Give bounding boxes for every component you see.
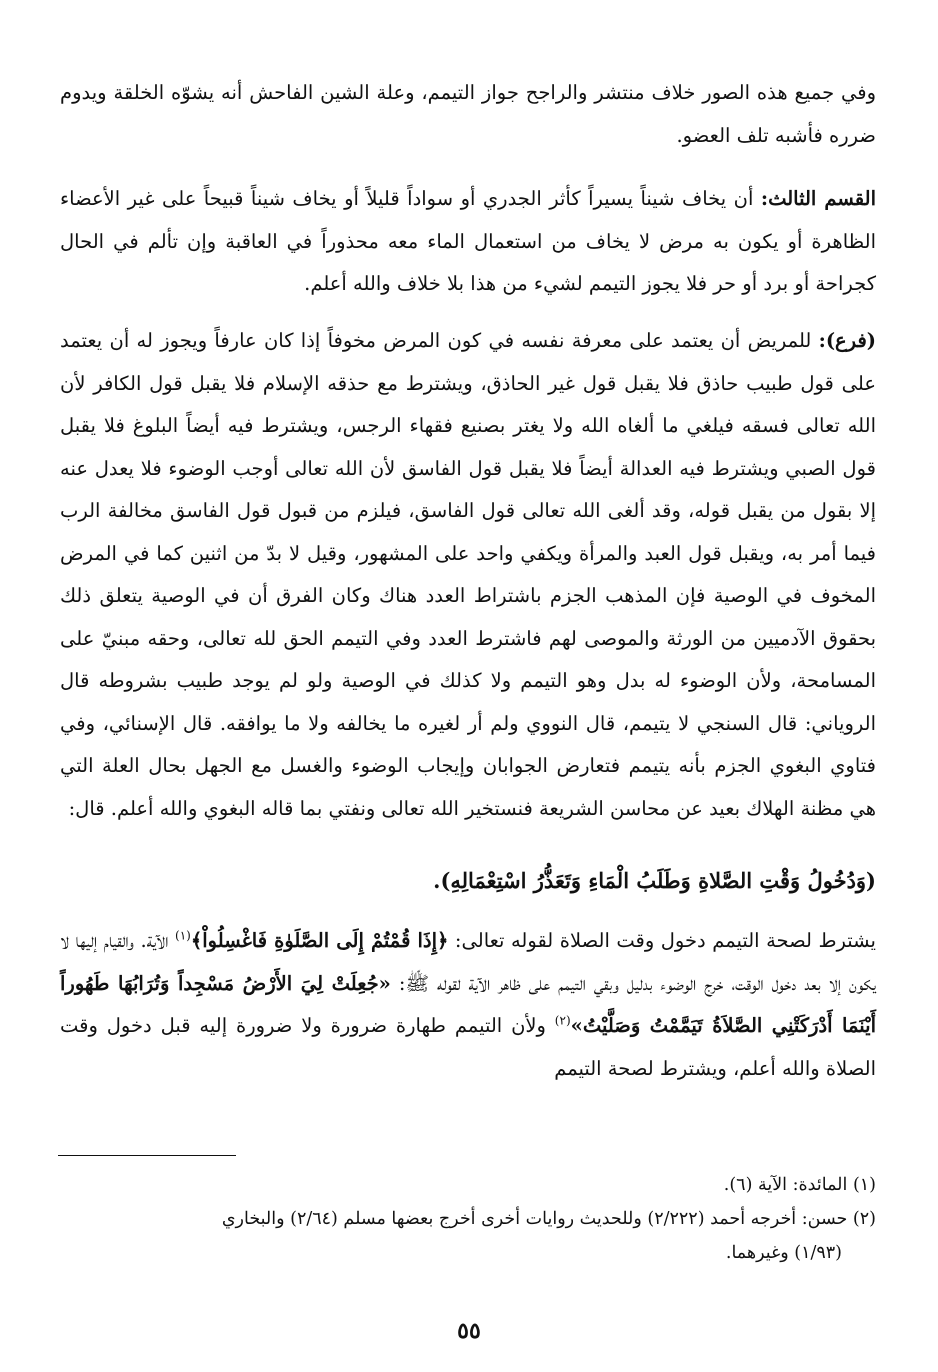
page-number: ٥٥: [457, 1318, 481, 1344]
hadith-quote: «جُعِلَتْ لِيَ الأَرْضُ مَسْجِداً وَتُرَابُهَا طَهُوراً أَيْنَمَا أَدْرَكَتْنِي الصَّلاَةُ تَيَمَّمْتُ وَصَلَّيْتُ»: [60, 971, 876, 1037]
footnote-2: (٢) حسن: أخرجه أحمد (٢/٢٢٢) وللحديث روايات أخرى أخرج بعضها مسلم (٢/٦٤) والبخاري: [221, 1209, 876, 1229]
paragraph-5-part-a: يشترط لصحة التيمم دخول وقت الصلاة لقوله تعالى:: [448, 929, 876, 952]
footnote-separator: [58, 1155, 236, 1156]
paragraph-1-text: وفي جميع هذه الصور خلاف منتشر والراجح جواز التيمم، وعلة الشين الفاحش أنه يشوّه الخلقة ويدوم ضرره فأشبه تلف العضو.: [60, 81, 876, 147]
paragraph-3-text: للمريض أن يعتمد على معرفة نفسه في كون المرض مخوفاً إذا كان عارفاً ويجوز له أن يعتمد على قول طبيب حاذق فلا يقبل قول غير الحاذق، ويشترط مع حذقه الإسلام فلا يقبل قول الكافر لأن الله تعالى فسقه فيلغي ما ألغاه الله ولا يغتر بصنيع فقهاء الرجس، ويشترط فيه أيضاً البلوغ فلا يقبل قول الصبي ويشترط فيه العدالة أيضاً فلا يقبل قول الفاسق لأن الله تعالى أوجب الوضوء فلا يعدل عنه إلا بقول من يقبل قوله، وقد ألغى الله تعالى قول الفاسق، فيلزم من قبول قول الفاسق مخالفة الرب فيما أمر به، ويقبل قول العبد والمرأة ويكفي واحد على المشهور، وقيل لا بدّ من اثنين كما في المرض المخوف في الوصية فإن المذهب الجزم باشتراط العدد هناك وكان الفرق أن في الوصية يتعلق ذلك بحقوق الآدميين من الورثة والموصى لهم فاشترط العدد وفي التيمم الحق لله تعالى، وحقه مبنيّ على المسامحة، ولأن الوضوء له بدل وهو التيمم ولا كذلك في الوصية ولو لم يوجد طبيب بشروطه قال الروياني: قال السنجي لا يتيمم، قال النووي ولم أر لغيره ما يخالفه ولا ما يوافقه. قال الإسنائي، وفي فتاوي البغوي الجزم بأنه يتيمم فتعارض الجوابان وإيجاب الوضوء والغسل مع الجهل بحال العلة التي هي مظنة الهلاك بعيد عن محاسن الشريعة فنستخير الله تعالى ونفتي بما قاله البغوي والله أعلم. قال:: [60, 329, 876, 820]
quran-verse: ﴿إِذَا قُمْتُمْ إِلَى الصَّلَوٰةِ فَاغْسِلُواْ﴾: [190, 929, 449, 952]
paragraph-1: [60, 72, 876, 157]
paragraph-5-part-b: الآية. والقيام إليها لا يكون إلا بعد دخول الوقت، خرج الوضوء بدليل وبقي التيمم على ظاهر الآية لقوله ﷺ:: [60, 929, 876, 995]
footnote-ref-2[interactable]: (٢): [554, 1013, 571, 1028]
paragraph-3: [60, 320, 876, 830]
matn-text: (وَدُخُولُ وَقْتِ الصَّلاةِ وَطَلَبُ الْمَاءِ وَتَعَذُّرُ اسْتِعْمَالِهِ).: [433, 868, 876, 893]
paragraph-5: [60, 920, 876, 1090]
paragraph-2: [60, 178, 876, 306]
footnote-2-continuation: (١/٩٣) وغيرهما.: [725, 1243, 842, 1263]
footnote-ref-1[interactable]: (١): [175, 928, 191, 943]
paragraph-2-text: أن يخاف شيناً يسيراً كأثر الجدري أو سواداً قليلاً أو يخاف شيناً قبيحاً على غير الأعضاء الظاهرة أو يكون به مرض لا يخاف من استعمال الماء معه محذوراً في العاقبة وإن تألم في الحال كجراحة أو برد أو حر فلا يجوز التيمم لشيء من هذا بلا خلاف والله أعلم.: [60, 187, 876, 295]
paragraph-5-part-c: ولأن التيمم طهارة ضرورة ولا ضرورة إليه قبل دخول وقت الصلاة والله أعلم، ويشترط لصحة التيمم: [60, 1014, 876, 1080]
matn-line: [60, 860, 876, 903]
section-label: القسم الثالث:: [760, 187, 877, 210]
footnote-1: (١) المائدة: الآية (٦).: [723, 1175, 876, 1195]
footnotes: [60, 1168, 876, 1270]
branch-label: (فرع):: [818, 329, 876, 352]
